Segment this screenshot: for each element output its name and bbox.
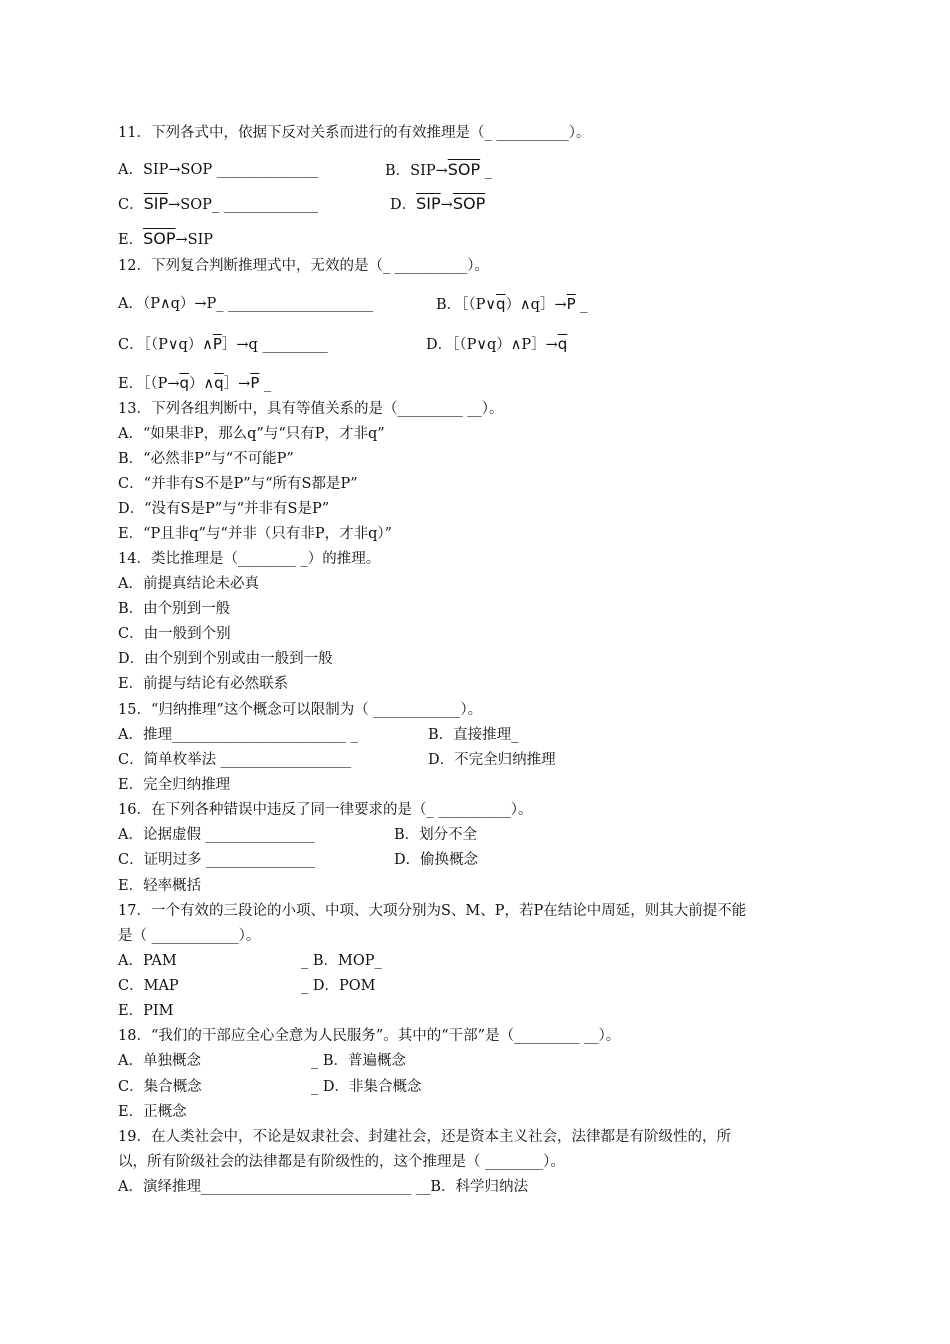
q16-stem: 16．在下列各种错误中违反了同一律要求的是（_ __________）。: [118, 802, 533, 818]
q15-option-a: A．推理________________________ _: [118, 727, 358, 743]
q14-option-d: D．由个别到个别或由一般到一般: [118, 651, 333, 667]
q14-option-c: C．由一般到个别: [118, 626, 231, 642]
q15-option-e: E．完全归纳推理: [118, 777, 231, 793]
q15-option-c: C．简单枚举法 __________________: [118, 752, 352, 768]
q13-option-a: A．“如果非P，那么q”与“只有P，才非q”: [118, 426, 385, 442]
q11-option-a: A．SIP→SOP ______________: [118, 162, 319, 178]
q12-option-e: E．$[(P\to\overline{q})\wedge\overline{q}]\to\overline{P}$ _: [118, 374, 272, 392]
q16-option-b: B．划分不全: [394, 827, 478, 843]
q18-stem: 18．“我们的干部应全心全意为人民服务”。其中的“干部”是（_________ __）。: [118, 1028, 621, 1044]
q14-option-e: E．前提与结论有必然联系: [118, 676, 289, 692]
q16-option-a: A．论据虚假 _______________: [118, 827, 315, 843]
q13-option-b: B．“必然非P”与“不可能P”: [118, 451, 294, 467]
q11-option-c: C．$\overline{SIP}\to SOP\_$ _____________: [118, 194, 318, 213]
q12-option-d: D．$[(P\vee q)\wedge P]\to\overline{q}$: [426, 335, 568, 353]
q19-option-a-b: A．演绎推理_____________________________ __B．科学归纳法: [118, 1179, 528, 1195]
q13-stem: 13．下列各组判断中，具有等值关系的是（_________ __）。: [118, 401, 504, 417]
q15-option-b: B．直接推理_: [428, 727, 519, 743]
q14-option-b: B．由个别到一般: [118, 601, 231, 617]
q12-option-b: B．$[(P\vee\overline{q})\wedge q]\to\overline{P}$ _: [436, 295, 588, 313]
q16-option-e: E．轻率概括: [118, 878, 202, 894]
q19-stem-line2: 以，所有阶级社会的法律都是有阶级性的，这个推理是（ ________）。: [118, 1154, 565, 1170]
q17-stem-line2: 是（ ____________）。: [118, 928, 261, 944]
q11-option-e: E．$\overline{SOP}\to SIP$: [118, 229, 214, 248]
q18-option-d: _ D．非集合概念: [311, 1079, 422, 1095]
q11-option-b: B．$SIP\to\overline{SOP}$ _: [385, 160, 492, 179]
q15-stem: 15．“归纳推理”这个概念可以限制为（ ____________）。: [118, 702, 483, 718]
q18-option-e: E．正概念: [118, 1104, 187, 1120]
q17-option-b: _ B．MOP_: [301, 953, 382, 969]
q12-stem: 12．下列复合判断推理式中，无效的是（_ __________）。: [118, 258, 490, 274]
q18-option-c: C．集合概念: [118, 1079, 202, 1095]
q14-stem: 14．类比推理是（________ _）的推理。: [118, 551, 381, 567]
q17-option-c: C．MAP: [118, 978, 179, 994]
q11-option-d: D．$\overline{SIP}\to\overline{SOP}$: [390, 194, 486, 213]
q17-option-a: A．PAM: [118, 953, 177, 969]
q14-option-a: A．前提真结论未必真: [118, 576, 259, 592]
q16-option-c: C．证明过多 _______________: [118, 852, 315, 868]
q12-option-c: C．$[(P\vee q)\wedge\overline{P}]\to q$ _________: [118, 335, 328, 353]
q18-option-b: _ B．普遍概念: [311, 1053, 407, 1069]
q12-option-a: A．（P∧q）→P_ ____________________: [118, 296, 374, 312]
q16-option-d: D．偷换概念: [394, 852, 479, 868]
q11-stem: 11．下列各式中，依据下反对关系而进行的有效推理是（_ __________）。: [118, 125, 591, 141]
q13-option-e: E．“P且非q”与“并非（只有非P，才非q）”: [118, 526, 393, 542]
q13-option-c: C．“并非有S不是P”与“所有S都是P”: [118, 476, 358, 492]
q17-option-e: E．PIM: [118, 1003, 174, 1019]
q19-stem-line1: 19．在人类社会中，不论是奴隶社会、封建社会，还是资本主义社会，法律都是有阶级性的，所: [118, 1129, 731, 1145]
q15-option-d: D．不完全归纳推理: [428, 752, 556, 768]
q17-option-d: _ D．POM: [301, 978, 376, 994]
q13-option-d: D．“没有S是P”与“并非有S是P”: [118, 501, 330, 517]
q18-option-a: A．单独概念: [118, 1053, 201, 1069]
q17-stem-line1: 17．一个有效的三段论的小项、中项、大项分别为S、M、P，若P在结论中周延，则其大前提不能: [118, 903, 747, 919]
